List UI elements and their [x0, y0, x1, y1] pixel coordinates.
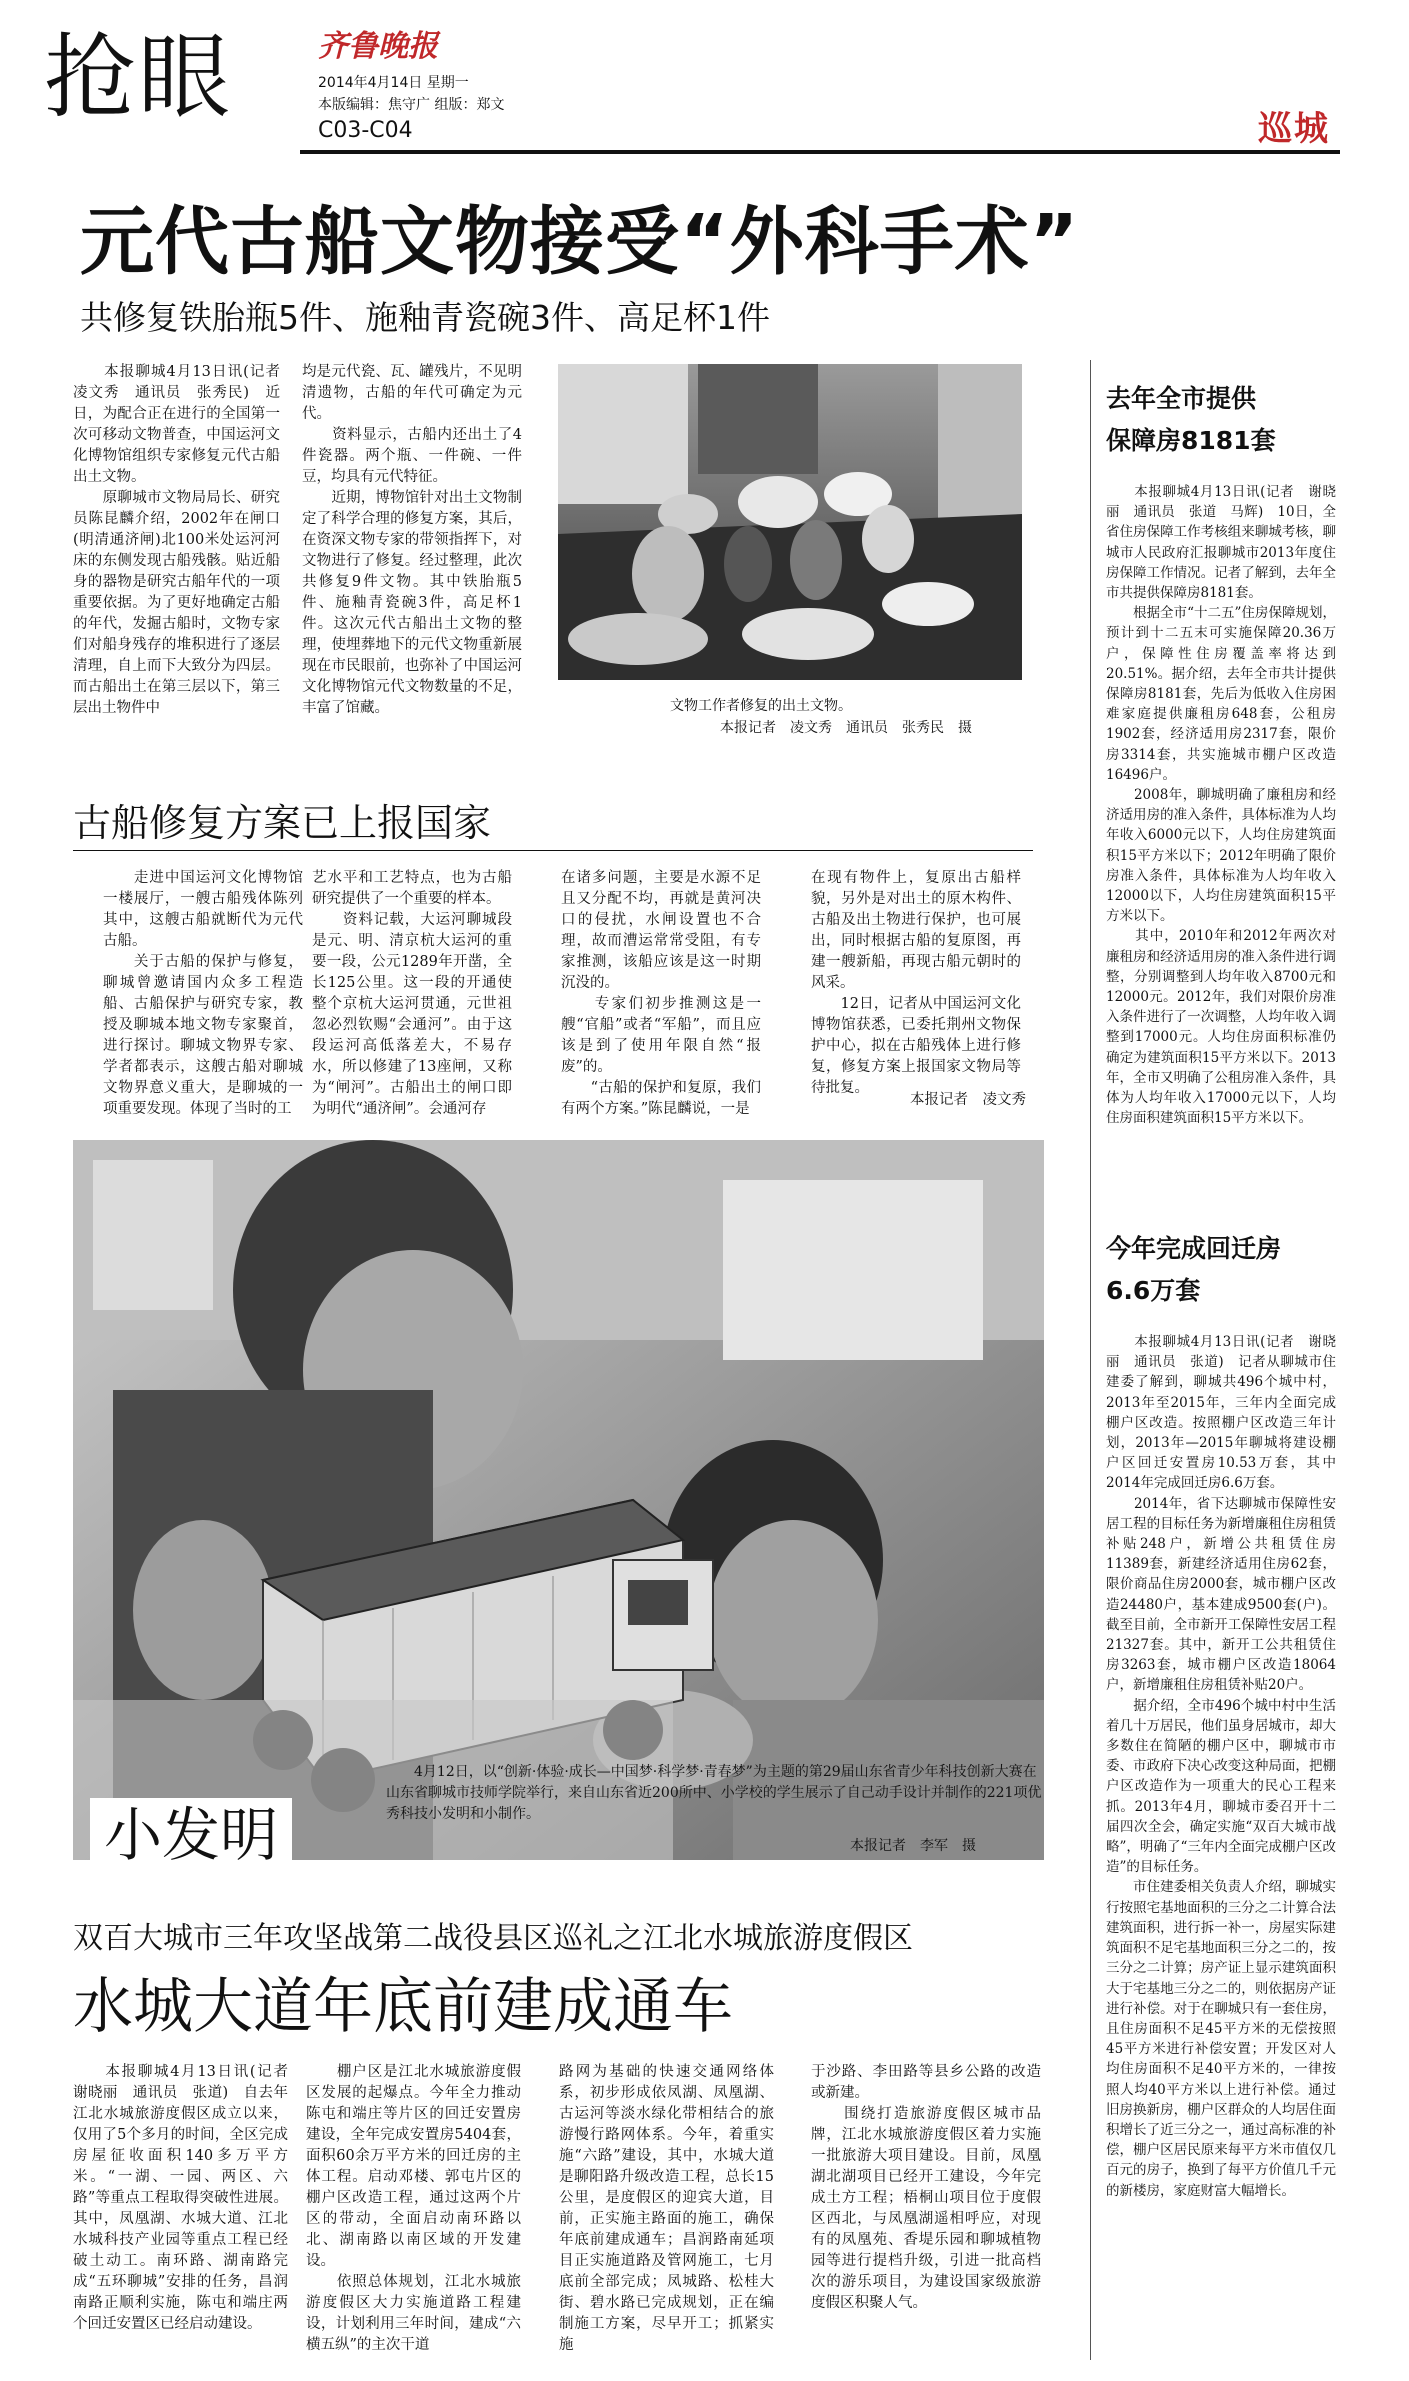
lead-subhead: 共修复铁胎瓶5件、施釉青瓷碗3件、高足杯1件 [80, 298, 770, 337]
sidebar-text-2: 本报聊城4月13日讯(记者 谢晓丽 通讯员 张道) 记者从聊城市住建委了解到，聊城共496个城中村，2013年至2015年，三年内全面完成棚户区改造。按照棚户区改造三年计划，2013年—2015年聊城将建设棚户区回迁安置房10.53万套，其中2014年完成回迁房6.6万套。 2014年，省下达聊城市保障性安居工程的目标任务为新增廉租住房租赁补贴248户，新增公共租赁住房11389套，新建经济适用住房62套，限价商品住房2000套，城市棚户区改造24480户，基本建成9500套(户)。截至目前，全市新开工保障性安居工程21327套。其中，新开工公共租赁住房3263套，城市棚户区改造18064户，新增廉租住房租赁补贴20户。 据介绍，全市496个城中村中生活着几十万居民，他们虽身居城市，却大多数住在简陋的棚户区中，聊城市市委、市政府下决心改变这种局面，把棚户区改造作为一项重大的民心工程来抓。2013年4月，聊城市委召开十二届四次全会，确定实施“双百大城市战略”，明确了“三年内全面完成棚户区改造”的目标任务。 市住建委相关负责人介绍，聊城实行按照宅基地面积的三分之二计算合法建筑面积，进行拆一补一，房屋实际建筑面积不足宅基地面积三分之二的，按三分之二计算；房产证上显示建筑面积大于宅基地三分之二的，则依据房产证进行补偿。对于在聊城只有一套住房，且住房面积不足45平方米的无偿按照45平方米进行补偿安置；开发区对人均住房面积不足40平方米的，一律按照人均40平方米以上进行补偿。通过旧房换新房，棚户区群众的人均居住面积增长了近三分之一，通过高标准的补偿，棚户区居民原来每平方米市值仅几百元的房子，换到了每平方价值几千元的新楼房，家庭财富大幅增长。 [1106, 1334, 1336, 2199]
second-headline: 古船修复方案已上报国家 [73, 801, 492, 845]
lead-column-1: 本报聊城4月13日讯(记者 凌文秀 通讯员 张秀民) 近日，为配合正在进行的全国第一次可移动文物普查，中国运河文化博物馆组织专家修复元代古船出土文物。 原聊城市文物局局长、研究员陈昆麟介绍，2002年在闸口(明清通济闸)北100米处运河河床的东侧发现古船残骸。贴近船身的器物是研究古船年代的一项重要依据。为了更好地确定古船的年代，发掘古船时，文物专家们对船身残存的堆积进行了逐层清理，自上而下大致分为四层。而古船出土在第三层以下，第三层出土物件中 [73, 364, 280, 716]
bottom-column-1: 本报聊城4月13日讯(记者 谢晓丽 通讯员 张道) 自去年江北水城旅游度假区成立以来，仅用了5个多月的时间，全区完成房屋征收面积140多万平方米。“一湖、一园、两区、六路”等重点工程取得突破性进展。其中，凤凰湖、水城大道、江北水城科技产业园等重点工程已经破土动工。南环路、湖南路完成“五环聊城”安排的任务，昌润南路正顺利实施，陈屯和端庄两个回迁安置区已经启动建设。 [73, 2064, 303, 2332]
invention-title: 小发明 [90, 1798, 292, 1872]
top-rule [300, 150, 1340, 154]
invention-caption: 4月12日，以“创新·体验·成长—中国梦·科学梦·青春梦”为主题的第29届山东省青少年科技创新大赛在山东省聊城市技师学院举行，来自山东省近200所中、小学校的学生展示了自己动手设计并制作的221项优秀科技小发明和小制作。 [386, 1764, 1042, 1822]
relics-photo-credit: 本报记者 凌文秀 通讯员 张秀民 摄 [720, 720, 972, 736]
bottom-column-4: 于沙路、李田路等县乡公路的改造或新建。 围绕打造旅游度假区城市品牌，江北水城旅游度假区着力实施一批旅游大项目建设。目前，凤凰湖北湖项目已经开工建设，今年完成土方工程；梧桐山项目位于度假区西北，与凤凰湖遥相呼应，对现有的凤凰苑、香堤乐园和聊城植物园等进行提档升级，引进一批高档次的游乐项目，为建设国家级旅游度假区积聚人气。 [811, 2064, 1041, 2311]
sidebar-headline-4: 6.6万套 [1106, 1276, 1201, 1305]
lead-column-2: 均是元代瓷、瓦、罐残片，不见明清遗物，古船的年代可确定为元代。 资料显示，古船内还出土了4件瓷器。两个瓶、一件碗、一件豆，均具有元代特征。 近期，博物馆针对出土文物制定了科学合理的修复方案，其后，在资深文物专家的带领指挥下，对文物进行了修复。经过整理，此次共修复9件文物。其中铁胎瓶5件、施釉青瓷碗3件，高足杯1件。这次元代古船出土文物的整理，使埋葬地下的元代文物重新展现在市民眼前，也弥补了中国运河文化博物馆元代文物数量的不足，丰富了馆藏。 [302, 364, 522, 716]
sidebar-headline-2: 保障房8181套 [1106, 426, 1276, 455]
relics-photo [558, 364, 1022, 680]
second-column-4: 在现有物件上，复原出古船样貌，另外是对出土的原木构件、古船及出土物进行保护，也可展出，同时根据古船的复原图，再建一艘新船，再现古船元朝时的风采。 12日，记者从中国运河文化博物馆获悉，已委托荆州文物保护中心，拟在古船残体上进行修复，修复方案上报国家文物局等待批复。 [811, 870, 1021, 1096]
date-line: 2014年4月14日 星期一 [318, 75, 469, 91]
sidebar-text-1: 本报聊城4月13日讯(记者 谢晓丽 通讯员 张道 马辉) 10日，全省住房保障工作考核组来聊城考核，聊城市人民政府汇报聊城市2013年度住房保障工作情况。记者了解到，去年全市共提供保障房8181套。 根据全市“十二五”住房保障规划，预计到十二五末可实施保障20.36万户，保障性住房覆盖率将达到20.51%。据介绍，去年全市共计提供保障房8181套，先后为低收入住房困难家庭提供廉租房648套，公租房1902套，经济适用房2317套，限价房3314套，共实施城市棚户区改造16496户。 2008年，聊城明确了廉租房和经济适用房的准入条件，具体标准为人均年收入6000元以下，人均住房建筑面积15平方米以下；2012年明确了限价房准入条件，具体标准为人均年收入12000以下，人均住房建筑面积15平方米以下。 其中，2010年和2012年两次对廉租房和经济适用房的准入条件进行调整，分别调整到人均年收入8700元和12000元。2012年，我们对限价房准入条件进行了一次调整，人均年收入调整到17000元。人均住房面积标准仍确定为建筑面积15平方米以下。2013年，全市又明确了公租房准入条件，具体为人均年收入17000元以下，人均住房面积建筑面积15平方米以下。 [1106, 484, 1336, 1127]
edition-tag: 巡城 [1258, 109, 1330, 149]
bottom-headline: 水城大道年底前建成通车 [73, 1972, 733, 2042]
second-headline-rule [73, 850, 1033, 851]
second-byline: 本报记者 凌文秀 [910, 1092, 1026, 1108]
second-column-3: 在诸多问题，主要是水源不足且又分配不均，再就是黄河决口的侵扰，水闸设置也不合理，故而漕运常常受阻，有专家推测，该船应该是这一时期沉没的。 专家们初步推测这是一艘“官船”或者“军船”，而且应该是到了使用年限自然“报废”的。 “古船的保护和复原，我们有两个方案。”陈昆麟说，一是 [561, 870, 761, 1117]
bottom-column-2: 棚户区是江北水城旅游度假区发展的起爆点。今年全力推动陈屯和端庄等片区的回迁安置房建设，全年完成安置房5404套，面积60余万平方米的回迁房的主体工程。启动邓楼、郭屯片区的棚户区改造工程，通过这两个片区的带动，全面启动南环路以北、湖南路以南区域的开发建设。 依照总体规划，江北水城旅游度假区大力实施道路工程建设，计划利用三年时间，建成“六横五纵”的主次干道 [306, 2064, 521, 2353]
paper-logo: 齐鲁晚报 [318, 29, 438, 64]
sidebar-divider [1090, 360, 1091, 2360]
second-column-2: 艺水平和工艺特点，也为古船研究提供了一个重要的样本。 资料记载，大运河聊城段是元、明、清京杭大运河的重要一段，公元1289年开凿，全长125公里。这一段的开通使整个京杭大运河贯通，元世祖忽必烈钦赐“会通河”。由于这段运河高低落差大，不易存水，所以修建了13座闸，又称为“闸河”。古船出土的闸口即为明代“通济闸”。会通河存 [312, 870, 512, 1117]
relics-photo-caption: 文物工作者修复的出土文物。 [670, 698, 852, 714]
bottom-kicker: 双百大城市三年攻坚战第二战役县区巡礼之江北水城旅游度假区 [73, 1921, 913, 1956]
sidebar-headline-1: 去年全市提供 [1106, 384, 1257, 413]
invention-credit: 本报记者 李军 摄 [850, 1838, 976, 1854]
sidebar-headline-3: 今年完成回迁房 [1106, 1234, 1282, 1263]
section-title: 抢眼 [44, 24, 233, 131]
invention-photo [73, 1140, 1044, 1860]
editor-line: 本版编辑：焦守广 组版：郑文 [318, 97, 505, 113]
page-number: C03-C04 [318, 118, 413, 143]
second-column-1: 走进中国运河文化博物馆一楼展厅，一艘古船残体陈列其中，这艘古船就断代为元代古船。 关于古船的保护与修复，聊城曾邀请国内众多工程造船、古船保护与研究专家，教授及聊城本地文物专家聚首，进行探讨。聊城文物界专家、学者都表示，这艘古船对聊城文物界意义重大，是聊城的一项重要发现。体现了当时的工 [103, 870, 303, 1117]
bottom-column-3: 路网为基础的快速交通网络体系，初步形成依凤湖、凤凰湖、古运河等淡水绿化带相结合的旅游慢行路网体系。今年，着重实施“六路”建设，其中，水城大道是聊阳路升级改造工程，总长15公里，是度假区的迎宾大道，目前，正实施主路面的施工，确保年底前建成通车；昌润路南延项目正实施道路及管网施工，七月底前全部完成；凤城路、松桂大街、碧水路已完成规划，正在编制施工方案，尽早开工；抓紧实施 [559, 2064, 774, 2353]
lead-headline: 元代古船文物接受“外科手术” [80, 199, 1080, 285]
